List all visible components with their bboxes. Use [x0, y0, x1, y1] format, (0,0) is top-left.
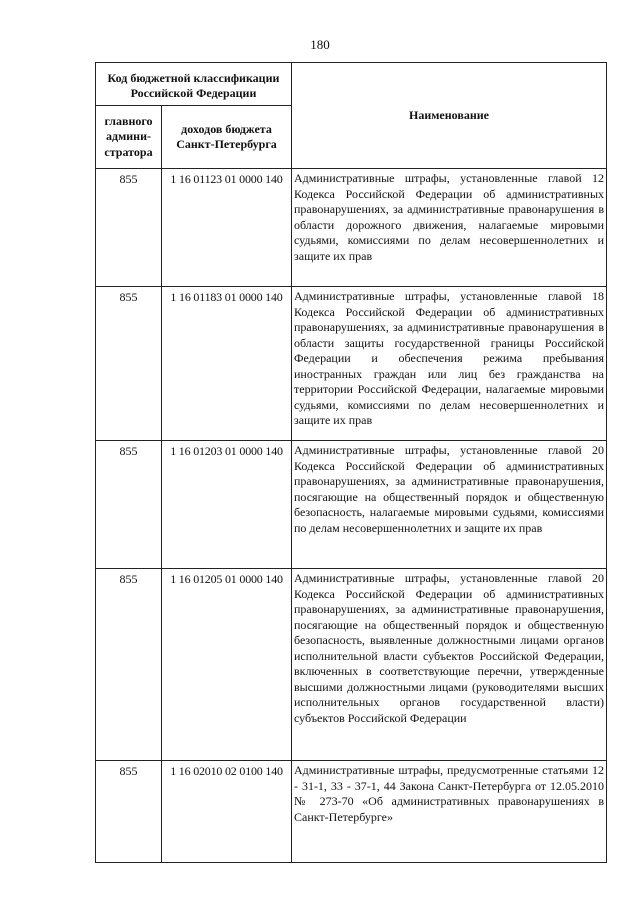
admin-code: 855: [96, 441, 162, 569]
admin-code: 855: [96, 169, 162, 287]
income-code: 1 16 01123 01 0000 140: [162, 169, 292, 287]
admin-code: 855: [96, 761, 162, 863]
name-column-header: Наименование: [292, 63, 607, 169]
row-name: Административные штрафы, установленные главой 18 Кодекса Российской Федерации об административных правонарушениях, за административные правонарушения в области защиты государственной границы Российской Федерации и обеспечения режима пребывания иностранных граждан или лиц без гражданства на территории Российской Федерации, налагаемые мировыми судьями, комиссиями по делам несовершеннолетних и защите их прав: [292, 287, 607, 441]
income-code: 1 16 02010 02 0100 140: [162, 761, 292, 863]
admin-code: 855: [96, 569, 162, 761]
income-code: 1 16 01205 01 0000 140: [162, 569, 292, 761]
table-row: [96, 169, 607, 287]
table-row: [96, 441, 607, 569]
income-column-header: доходов бюджета Санкт-Петербурга: [162, 106, 292, 169]
table-header-row: [96, 63, 607, 106]
admin-code: 855: [96, 287, 162, 441]
income-code: 1 16 01203 01 0000 140: [162, 441, 292, 569]
budget-classification-table: [95, 62, 607, 863]
admin-column-header: главного админи-стратора: [96, 106, 162, 169]
page-number: 180: [310, 37, 330, 52]
row-name: Административные штрафы, установленные главой 20 Кодекса Российской Федерации об административных правонарушениях, за административные правонарушения, посягающие на общественный порядок и общественную безопасность, налагаемые мировыми судьями, комиссиями по делам несовершеннолетних и защите их прав: [292, 441, 607, 569]
row-name: Административные штрафы, установленные главой 20 Кодекса Российской Федерации об административных правонарушениях, за административные правонарушения, посягающие на общественный порядок и общественную безопасность, выявленные должностными лицами органов исполнительной власти субъектов Российской Федерации, включенных в соответствующие перечни, утвержденные высшими должностными лицами (руководителями высших исполнительных органов государственной власти) субъектов Российской Федерации: [292, 569, 607, 761]
kbk-header: Код бюджетной классификации Российской Федерации: [96, 63, 292, 106]
table-row: [96, 287, 607, 441]
row-name: Административные штрафы, предусмотренные статьями 12 - 31-1, 33 - 37-1, 44 Закона Санкт-Петербурга от 12.05.2010 № 273-70 «Об административных правонарушениях в Санкт-Петербурге»: [292, 761, 607, 863]
table-row: [96, 761, 607, 863]
row-name: Административные штрафы, установленные главой 12 Кодекса Российской Федерации об административных правонарушениях, за административные правонарушения в области дорожного движения, налагаемые мировыми судьями, комиссиями по делам несовершеннолетних и защите их прав: [292, 169, 607, 287]
income-code: 1 16 01183 01 0000 140: [162, 287, 292, 441]
table-row: [96, 569, 607, 761]
